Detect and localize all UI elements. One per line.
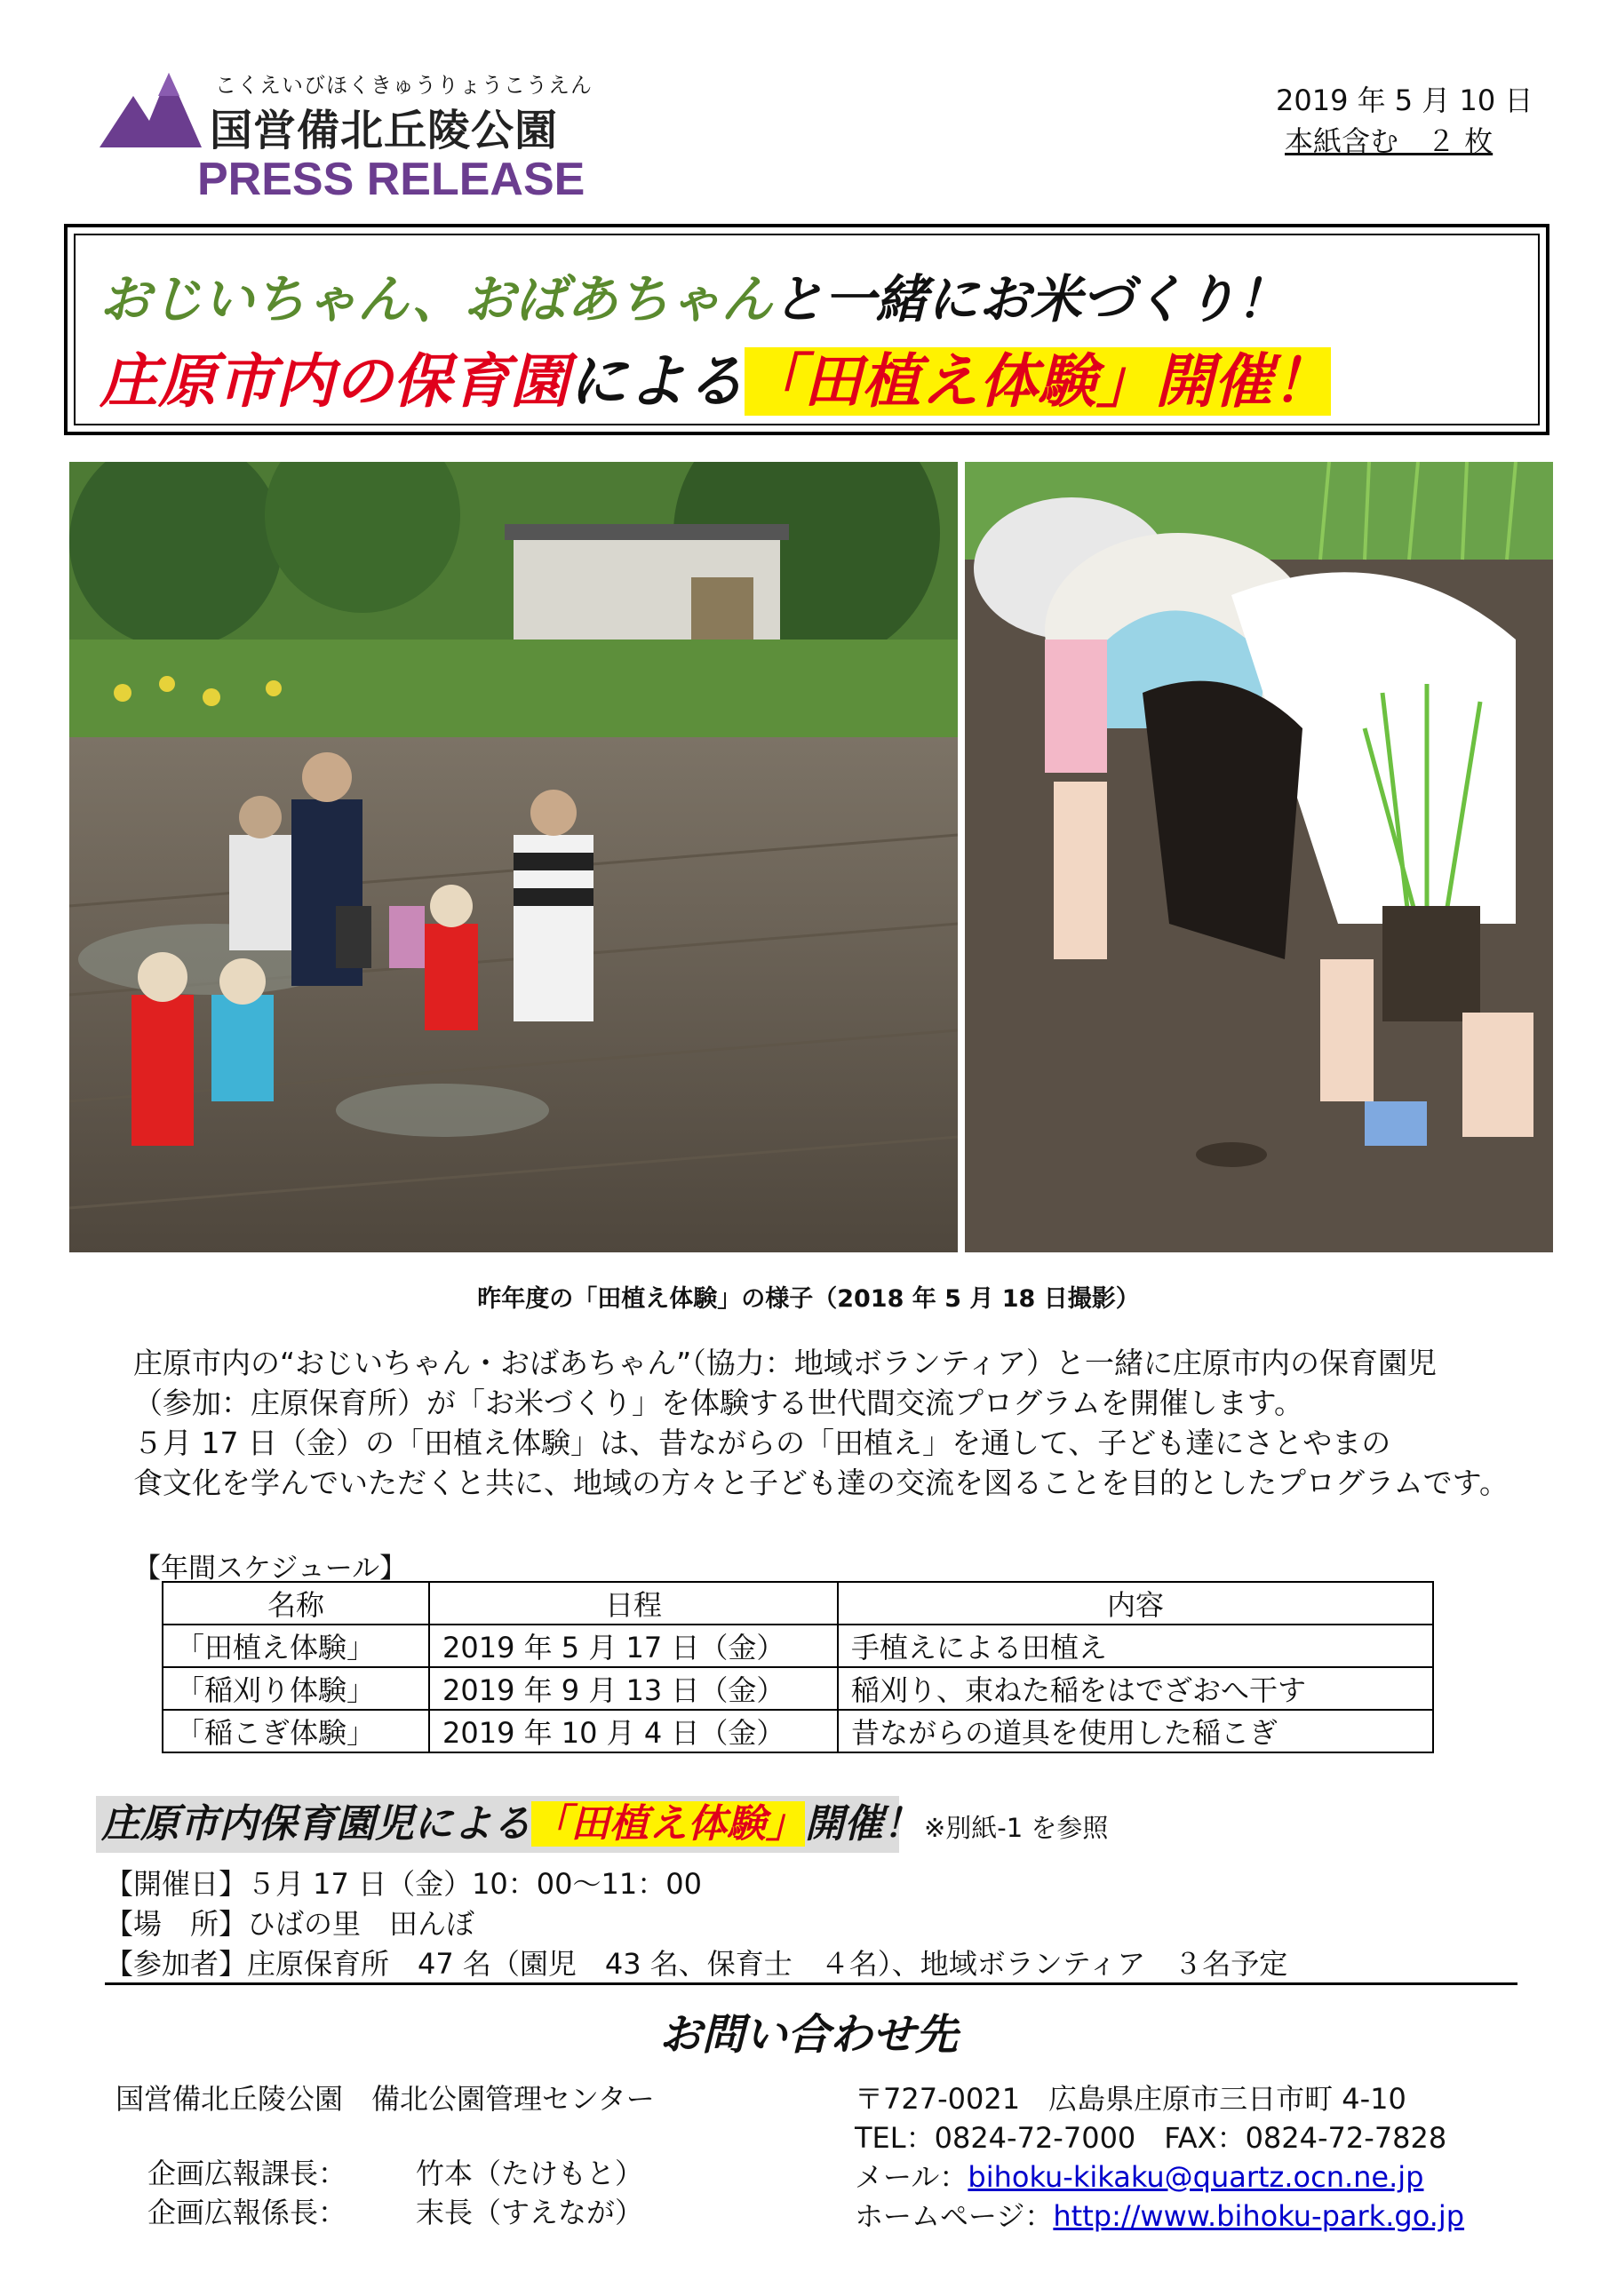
headline-rest-text: と一緒にお米づくり！ xyxy=(772,269,1288,330)
contact-role-1: 企画広報課長： xyxy=(147,2157,347,2190)
event-title xyxy=(96,1796,922,1853)
headline-highlight-text xyxy=(745,347,1331,416)
headline-red-text: 庄原市内の保育園 xyxy=(100,347,569,416)
mail-label: メール： xyxy=(855,2160,968,2194)
intro-line-3: ５月 17 日（金）の「田植え体験」は、昔ながらの「田植え」を通して、子ども達にさとやまの xyxy=(133,1426,1391,1460)
schedule-cell-content: 昔ながらの道具を使用した稲こぎ xyxy=(838,1710,1433,1752)
schedule-cell-name: 「稲刈り体験」 xyxy=(163,1667,429,1710)
contact-role-2: 企画広報係長： xyxy=(147,2196,347,2229)
contact-name-2: 末長（すえなが） xyxy=(416,2196,644,2229)
table-row xyxy=(163,1710,1433,1752)
rice-planting-photo-right xyxy=(965,462,1553,1252)
schedule-table xyxy=(162,1581,1434,1753)
headline-green-text: おじいちゃん、おばあちゃん xyxy=(100,269,773,330)
event-date: 【開催日】５月 17 日（金）10：00～11：00 xyxy=(105,1867,702,1901)
schedule-cell-content: 稲刈り、束ねた稲をはでざおへ干す xyxy=(838,1667,1433,1710)
contact-name-1: 竹本（たけもと） xyxy=(416,2157,644,2190)
schedule-cell-name: 「稲こぎ体験」 xyxy=(163,1710,429,1752)
schedule-header-row xyxy=(163,1582,1433,1625)
contact-org: 国営備北丘陵公園 備北公園管理センター xyxy=(116,2082,655,2116)
headline-line-2 xyxy=(100,334,1331,418)
table-row xyxy=(163,1667,1433,1710)
intro-line-4: 食文化を学んでいただくと共に、地域の方々と子ども達の交流を図ることを目的としたプログラムです。 xyxy=(133,1466,1509,1500)
event-place: 【場 所】ひばの里 田んぼ xyxy=(105,1907,475,1941)
contact-web-row xyxy=(855,2194,1464,2235)
press-release-label: PRESS RELEASE xyxy=(197,154,585,205)
contact-address: 〒727-0021 広島県庄原市三日市町 4-10 xyxy=(855,2082,1406,2116)
event-title-text: 庄原市内保育園児による xyxy=(101,1801,531,1847)
event-title-highlight: 「田植え体験」 xyxy=(531,1801,805,1847)
headline-line-1 xyxy=(100,258,1288,332)
event-title-end: 開催！ xyxy=(805,1801,922,1847)
schedule-cell-date: 2019 年 9 月 13 日（金） xyxy=(429,1667,838,1710)
headline-highlight-event: 「田植え体験」 xyxy=(745,347,1155,416)
intro-line-1: 庄原市内の“おじいちゃん・おばあちゃん”（協力：地域ボランティア）と一緒に庄原市内の保育園児 xyxy=(133,1346,1438,1380)
web-label: ホームページ： xyxy=(855,2199,1054,2233)
headline-highlight-end: 開催！ xyxy=(1155,347,1331,416)
event-note: ※別紙-1 を参照 xyxy=(924,1813,1109,1843)
rice-planting-photo-left xyxy=(69,462,958,1252)
schedule-cell-date: 2019 年 10 月 4 日（金） xyxy=(429,1710,838,1752)
contact-mail-row xyxy=(855,2155,1423,2196)
headline-connector-text: による xyxy=(569,347,745,416)
schedule-cell-content: 手植えによる田植え xyxy=(838,1625,1433,1667)
schedule-title: 【年間スケジュール】 xyxy=(133,1553,408,1585)
event-participants: 【参加者】庄原保育所 47 名（園児 43 名、保育士 ４名）、地域ボランティア ３名予定 xyxy=(105,1947,1288,1981)
page-count: 本紙含む ２ 枚 xyxy=(1285,124,1494,158)
web-link[interactable]: http://www.bihoku-park.go.jp xyxy=(1053,2199,1465,2233)
park-logo-mountains-icon xyxy=(100,69,202,149)
mail-link[interactable]: bihoku-kikaku@quartz.ocn.ne.jp xyxy=(968,2160,1424,2194)
table-row xyxy=(163,1625,1433,1667)
contact-tel-fax: TEL：0824-72-7000 FAX：0824-72-7828 xyxy=(855,2121,1447,2155)
intro-line-2: （参加：庄原保育所）が「お米づくり」を体験する世代間交流プログラムを開催します。 xyxy=(133,1386,1304,1420)
release-date: 2019 年 5 月 10 日 xyxy=(1276,83,1533,117)
photo-caption: 昨年度の「田植え体験」の様子（2018 年 5 月 18 日撮影） xyxy=(477,1285,1140,1313)
logo-park-name: 国営備北丘陵公園 xyxy=(210,106,559,155)
schedule-header-name: 名称 xyxy=(163,1582,429,1625)
schedule-header-date: 日程 xyxy=(429,1582,838,1625)
schedule-cell-name: 「田植え体験」 xyxy=(163,1625,429,1667)
schedule-cell-date: 2019 年 5 月 17 日（金） xyxy=(429,1625,838,1667)
divider xyxy=(105,1982,1517,1985)
schedule-header-content: 内容 xyxy=(838,1582,1433,1625)
logo-ruby-text: こくえいびほくきゅうりょうこうえん xyxy=(215,73,593,98)
contact-title: お問い合わせ先 xyxy=(658,2010,958,2060)
